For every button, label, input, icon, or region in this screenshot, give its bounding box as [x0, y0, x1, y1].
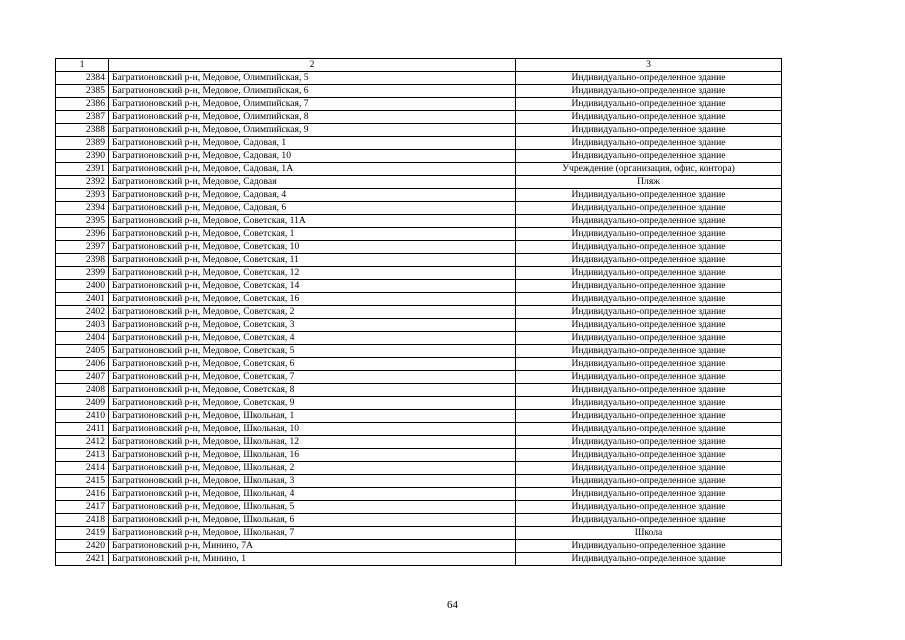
table-row: [56, 449, 782, 462]
building-type-cell: Индивидуально-определенное здание: [516, 85, 782, 98]
row-number-cell: 2389: [56, 137, 109, 150]
table-row: [56, 306, 782, 319]
building-type-cell: Индивидуально-определенное здание: [516, 319, 782, 332]
address-cell: Багратионовский р-н, Медовое, Советская, 3: [109, 319, 516, 332]
building-type-cell: Индивидуально-определенное здание: [516, 72, 782, 85]
address-cell: Багратионовский р-н, Медовое, Школьная, 5: [109, 501, 516, 514]
table-body: [56, 72, 782, 566]
address-cell: Багратионовский р-н, Медовое, Советская, 14: [109, 280, 516, 293]
address-cell: Багратионовский р-н, Медовое, Школьная, 2: [109, 462, 516, 475]
row-number-cell: 2388: [56, 124, 109, 137]
table-row: [56, 371, 782, 384]
table-row: [56, 358, 782, 371]
row-number-cell: 2402: [56, 306, 109, 319]
building-type-cell: Индивидуально-определенное здание: [516, 514, 782, 527]
table-row: [56, 254, 782, 267]
table-row: [56, 241, 782, 254]
row-number-cell: 2385: [56, 85, 109, 98]
table-row: [56, 319, 782, 332]
building-type-cell: Индивидуально-определенное здание: [516, 475, 782, 488]
address-cell: Багратионовский р-н, Медовое, Советская, 11: [109, 254, 516, 267]
building-type-cell: Индивидуально-определенное здание: [516, 345, 782, 358]
table-row: [56, 553, 782, 566]
row-number-cell: 2415: [56, 475, 109, 488]
address-cell: Багратионовский р-н, Медовое, Советская, 12: [109, 267, 516, 280]
row-number-cell: 2399: [56, 267, 109, 280]
building-type-cell: Индивидуально-определенное здание: [516, 228, 782, 241]
address-cell: Багратионовский р-н, Медовое, Школьная, 4: [109, 488, 516, 501]
address-cell: Багратионовский р-н, Медовое, Школьная, 12: [109, 436, 516, 449]
row-number-cell: 2394: [56, 202, 109, 215]
address-cell: Багратионовский р-н, Медовое, Олимпийская, 6: [109, 85, 516, 98]
address-cell: Багратионовский р-н, Минино, 7А: [109, 540, 516, 553]
row-number-cell: 2412: [56, 436, 109, 449]
table-row: [56, 384, 782, 397]
building-type-cell: Индивидуально-определенное здание: [516, 436, 782, 449]
table-row: [56, 150, 782, 163]
building-type-cell: Индивидуально-определенное здание: [516, 98, 782, 111]
address-cell: Багратионовский р-н, Медовое, Садовая, 4: [109, 189, 516, 202]
row-number-cell: 2407: [56, 371, 109, 384]
table-row: [56, 163, 782, 176]
address-cell: Багратионовский р-н, Медовое, Советская, 7: [109, 371, 516, 384]
row-number-cell: 2416: [56, 488, 109, 501]
table-row: [56, 215, 782, 228]
table-row: [56, 501, 782, 514]
row-number-cell: 2397: [56, 241, 109, 254]
table-row: [56, 475, 782, 488]
building-type-cell: Индивидуально-определенное здание: [516, 280, 782, 293]
row-number-cell: 2408: [56, 384, 109, 397]
row-number-cell: 2387: [56, 111, 109, 124]
building-type-cell: Индивидуально-определенное здание: [516, 449, 782, 462]
row-number-cell: 2414: [56, 462, 109, 475]
building-type-cell: Индивидуально-определенное здание: [516, 111, 782, 124]
address-cell: Багратионовский р-н, Медовое, Садовая: [109, 176, 516, 189]
document-table: [55, 58, 782, 566]
building-type-cell: Индивидуально-определенное здание: [516, 384, 782, 397]
address-cell: Багратионовский р-н, Медовое, Советская, 1: [109, 228, 516, 241]
building-type-cell: Индивидуально-определенное здание: [516, 215, 782, 228]
header-cell-type: 3: [516, 59, 782, 72]
building-type-cell: Индивидуально-определенное здание: [516, 332, 782, 345]
table-row: [56, 397, 782, 410]
address-cell: Багратионовский р-н, Медовое, Школьная, 10: [109, 423, 516, 436]
address-cell: Багратионовский р-н, Медовое, Советская, 8: [109, 384, 516, 397]
address-cell: Багратионовский р-н, Медовое, Садовая, 1: [109, 137, 516, 150]
table-row: [56, 124, 782, 137]
building-type-cell: Индивидуально-определенное здание: [516, 189, 782, 202]
row-number-cell: 2413: [56, 449, 109, 462]
header-cell-address: 2: [109, 59, 516, 72]
building-type-cell: Индивидуально-определенное здание: [516, 501, 782, 514]
table-row: [56, 436, 782, 449]
address-cell: Багратионовский р-н, Минино, 1: [109, 553, 516, 566]
row-number-cell: 2400: [56, 280, 109, 293]
page-number: 64: [447, 599, 458, 611]
row-number-cell: 2405: [56, 345, 109, 358]
address-cell: Багратионовский р-н, Медовое, Советская, 10: [109, 241, 516, 254]
building-type-cell: Индивидуально-определенное здание: [516, 254, 782, 267]
header-cell-number: 1: [56, 59, 109, 72]
table-row: [56, 488, 782, 501]
row-number-cell: 2386: [56, 98, 109, 111]
building-type-cell: Индивидуально-определенное здание: [516, 423, 782, 436]
table-row: [56, 280, 782, 293]
table-row: [56, 345, 782, 358]
building-type-cell: Индивидуально-определенное здание: [516, 137, 782, 150]
address-cell: Багратионовский р-н, Медовое, Олимпийская, 5: [109, 72, 516, 85]
building-type-cell: Индивидуально-определенное здание: [516, 124, 782, 137]
address-cell: Багратионовский р-н, Медовое, Школьная, 1: [109, 410, 516, 423]
table-row: [56, 228, 782, 241]
address-cell: Багратионовский р-н, Медовое, Советская, 11А: [109, 215, 516, 228]
building-type-cell: Индивидуально-определенное здание: [516, 410, 782, 423]
building-type-cell: Индивидуально-определенное здание: [516, 488, 782, 501]
row-number-cell: 2420: [56, 540, 109, 553]
building-type-cell: Индивидуально-определенное здание: [516, 553, 782, 566]
row-number-cell: 2398: [56, 254, 109, 267]
building-type-cell: Индивидуально-определенное здание: [516, 150, 782, 163]
address-cell: Багратионовский р-н, Медовое, Советская, 5: [109, 345, 516, 358]
row-number-cell: 2395: [56, 215, 109, 228]
table-row: [56, 137, 782, 150]
table-row: [56, 202, 782, 215]
row-number-cell: 2393: [56, 189, 109, 202]
address-cell: Багратионовский р-н, Медовое, Олимпийская, 9: [109, 124, 516, 137]
row-number-cell: 2406: [56, 358, 109, 371]
building-type-cell: Учреждение (организация, офис, контора): [516, 163, 782, 176]
row-number-cell: 2403: [56, 319, 109, 332]
row-number-cell: 2401: [56, 293, 109, 306]
building-type-cell: Индивидуально-определенное здание: [516, 306, 782, 319]
row-number-cell: 2392: [56, 176, 109, 189]
building-type-cell: Индивидуально-определенное здание: [516, 241, 782, 254]
row-number-cell: 2390: [56, 150, 109, 163]
address-cell: Багратионовский р-н, Медовое, Советская, 16: [109, 293, 516, 306]
row-number-cell: 2391: [56, 163, 109, 176]
table-row: [56, 540, 782, 553]
address-cell: Багратионовский р-н, Медовое, Садовая, 1А: [109, 163, 516, 176]
address-cell: Багратионовский р-н, Медовое, Советская, 4: [109, 332, 516, 345]
building-type-cell: Индивидуально-определенное здание: [516, 358, 782, 371]
table-row: [56, 527, 782, 540]
building-type-cell: Индивидуально-определенное здание: [516, 371, 782, 384]
address-cell: Багратионовский р-н, Медовое, Школьная, 16: [109, 449, 516, 462]
building-type-cell: Школа: [516, 527, 782, 540]
row-number-cell: 2410: [56, 410, 109, 423]
address-cell: Багратионовский р-н, Медовое, Советская, 6: [109, 358, 516, 371]
address-cell: Багратионовский р-н, Медовое, Садовая, 10: [109, 150, 516, 163]
address-cell: Багратионовский р-н, Медовое, Садовая, 6: [109, 202, 516, 215]
address-cell: Багратионовский р-н, Медовое, Олимпийская, 8: [109, 111, 516, 124]
table-row: [56, 267, 782, 280]
address-cell: Багратионовский р-н, Медовое, Школьная, 7: [109, 527, 516, 540]
row-number-cell: 2384: [56, 72, 109, 85]
table-row: [56, 176, 782, 189]
building-type-cell: Индивидуально-определенное здание: [516, 540, 782, 553]
table-row: [56, 332, 782, 345]
building-type-cell: Пляж: [516, 176, 782, 189]
table-row: [56, 514, 782, 527]
table-header-row: [56, 59, 782, 72]
table-row: [56, 85, 782, 98]
building-type-cell: Индивидуально-определенное здание: [516, 462, 782, 475]
row-number-cell: 2409: [56, 397, 109, 410]
table-row: [56, 189, 782, 202]
table-row: [56, 410, 782, 423]
table-row: [56, 111, 782, 124]
table-row: [56, 462, 782, 475]
address-cell: Багратионовский р-н, Медовое, Школьная, 6: [109, 514, 516, 527]
building-type-cell: Индивидуально-определенное здание: [516, 397, 782, 410]
row-number-cell: 2421: [56, 553, 109, 566]
address-cell: Багратионовский р-н, Медовое, Олимпийская, 7: [109, 98, 516, 111]
row-number-cell: 2404: [56, 332, 109, 345]
row-number-cell: 2411: [56, 423, 109, 436]
table-row: [56, 72, 782, 85]
table-row: [56, 423, 782, 436]
address-cell: Багратионовский р-н, Медовое, Советская, 9: [109, 397, 516, 410]
row-number-cell: 2418: [56, 514, 109, 527]
address-cell: Багратионовский р-н, Медовое, Школьная, 3: [109, 475, 516, 488]
building-type-cell: Индивидуально-определенное здание: [516, 202, 782, 215]
table-row: [56, 98, 782, 111]
row-number-cell: 2419: [56, 527, 109, 540]
row-number-cell: 2417: [56, 501, 109, 514]
row-number-cell: 2396: [56, 228, 109, 241]
building-type-cell: Индивидуально-определенное здание: [516, 267, 782, 280]
table-row: [56, 293, 782, 306]
building-type-cell: Индивидуально-определенное здание: [516, 293, 782, 306]
address-cell: Багратионовский р-н, Медовое, Советская, 2: [109, 306, 516, 319]
